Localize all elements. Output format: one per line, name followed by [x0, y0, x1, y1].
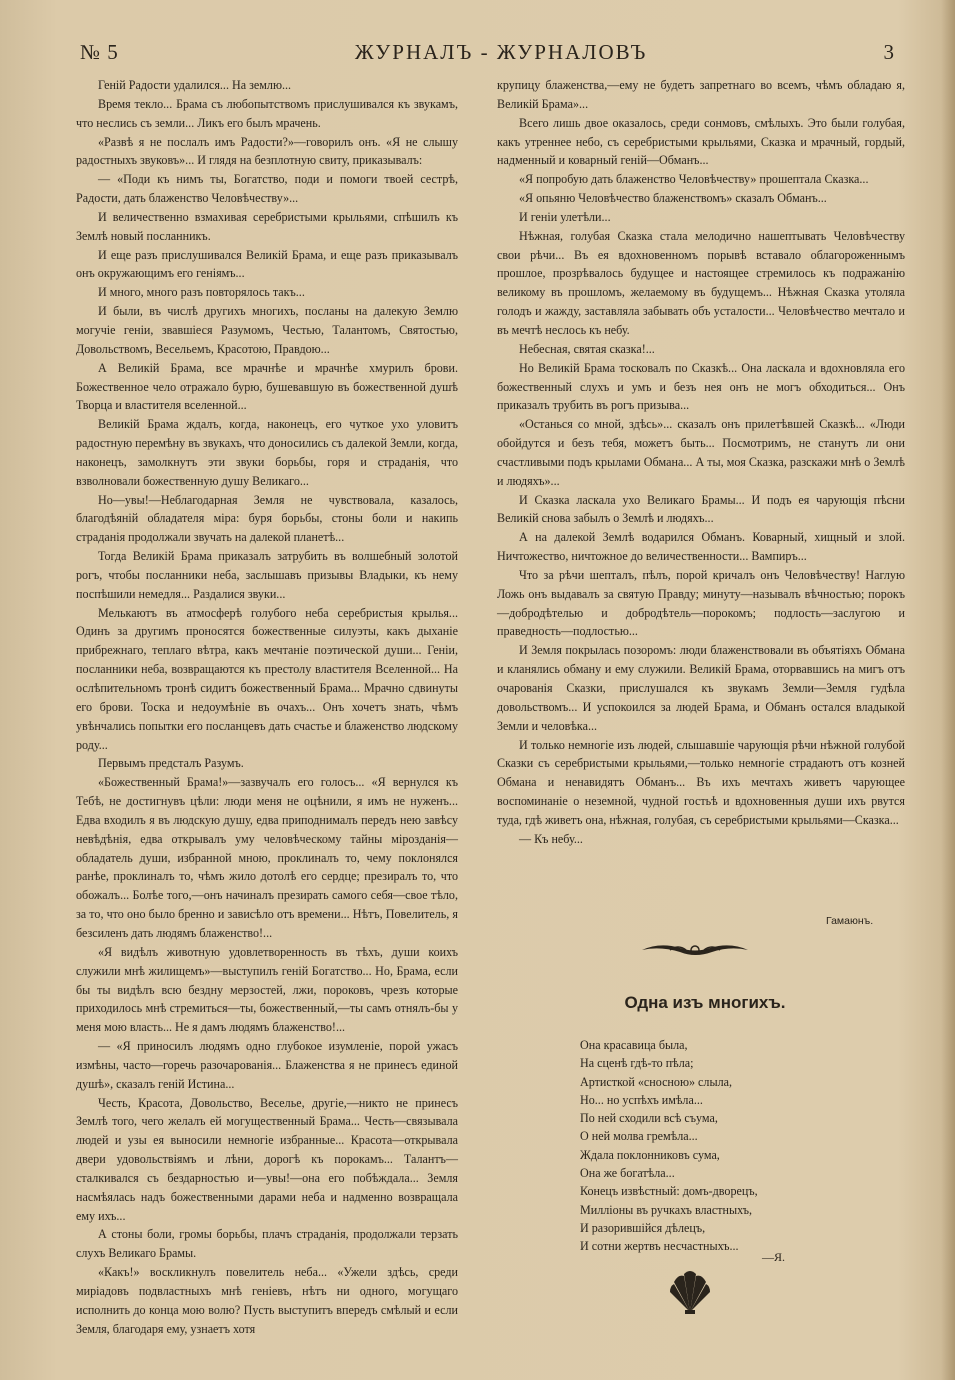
paragraph: И Сказка ласкала ухо Великаго Брамы... И подъ ея чарующія пѣсни Великій снова забылъ о Землѣ и людяхъ... [497, 492, 905, 526]
paragraph: Время текло... Брама съ любопытствомъ прислушивался къ звукамъ, что неслись съ земли... Ликъ его былъ мрачень. [76, 96, 458, 130]
paragraph: «Я попробую дать блаженство Человѣчеству» прошептала Сказка... [519, 172, 869, 187]
poem-line: Артисткой «сносною» слыла, [580, 1074, 733, 1089]
poem-title: Одна изъ многихъ. [624, 993, 786, 1012]
poem-line: Милліоны въ ручкахъ властныхъ, [580, 1202, 753, 1217]
paragraph: «Останься со мной, здѣсь»... сказалъ онъ прилетѣвшей Сказкѣ... «Люди обойдутся и безъ тебя, можетъ быть... Посмотримъ, не станутъ ли они счастливыми подъ крылами Обмана... А ты, моя Сказка, разскажи мнѣ о Землѣ и людяхъ»... [497, 417, 905, 488]
paragraph: Что за рѣчи шепталъ, пѣлъ, порой кричалъ онъ Человѣчеству! Наглую Ложь онъ выдавалъ за святую Правду; минуту—называлъ вѣчностью; порокъ—добродѣтелью и добродѣтель—порокомъ; подлость—заслугою и праведность—подлостью... [497, 567, 905, 639]
paragraph: — «Я приносилъ людямъ одно глубокое изумленіе, порой ужасъ измѣны, часто—горечь разочарованія... Блаженства я не принесъ единой душѣ», сказалъ геній Истина... [76, 1039, 458, 1091]
paragraph: «Божественный Брама!»—зазвучалъ его голосъ... «Я вернулся къ Тебѣ, не достигнувъ цѣли: люди меня не оцѣнили, я имъ не нуженъ... Едва входилъ я въ людскую душу, едва приподнималъ передъ нею завѣсу невѣдѣнія, едва открывалъ уму человѣческому тайны мірозданія—обладатель души, избранной мною, проклиналъ то, чему поклонялся ранѣе, проклиналъ то, чѣмъ жило дотолѣ его сердце; презиралъ то, что обожалъ... Болѣе того,—онъ начиналъ презирать самого себя—свое тѣло, за то, что оно было бренно и зависѣло отъ времени... Нѣтъ, Повелитель, я безсиленъ дать людямъ блаженство!... [76, 775, 458, 940]
page-edge-shadow [941, 0, 955, 1380]
poem-line: Конецъ извѣстный: домъ-дворецъ, [580, 1184, 758, 1199]
paragraph: И величественно взмахивая серебристыми крыльями, спѣшилъ къ Землѣ новый посланникъ. [76, 209, 458, 243]
paragraph: Мелькаютъ въ атмосферѣ голубого неба серебристыя крылья... Одинъ за другимъ проносятся божественные силуэты, какъ дыханіе прибрежнаго, теплаго вѣтра, какъ мечтаніе поэтической души... Геніи, посланники неба, возвращаются къ престолу властителя Вселенной... На ослѣпительномъ тронѣ сидитъ божественный Брама... Мрачно сдвинуты его брови. Тоска и недоумѣніе въ очахъ... Онъ хочетъ знать, чѣмъ увѣнчались попытки его посланцевъ дать счастье и блаженство людскому роду... [76, 605, 458, 752]
poem-line: По ней сходили всѣ съума, [580, 1111, 718, 1126]
paragraph: Тогда Великій Брама приказалъ затрубить въ волшебный золотой рогъ, чтобы посланники неба, заслышавъ призывы Владыки, къ нему поспѣшили немедля... Раздалися звуки... [76, 549, 458, 601]
author-signature: Гамаюнъ. [826, 915, 874, 927]
paragraph: Нѣжная, голубая Сказка стала мелодично нашептывать Человѣчеству свои рѣчи... Въ ея вдохновенномъ порывѣ вставало облагороженнымъ прошлое, прозрѣвалось будущее и настоящее стремилось къ подражанію великому въ прошломъ, желаемому въ будущемъ... Нѣжная Сказка утоляла голодъ и жажду, заставляла забывать объ усталости... Человѣчество мечтало и въ мечтѣ неслось къ небу. [497, 228, 905, 337]
page-header [80, 40, 895, 70]
right-column [497, 76, 905, 849]
poem-line: На сценѣ гдѣ-то пѣла; [580, 1056, 694, 1071]
paragraph: — «Поди къ нимъ ты, Богатство, поди и помоги твоей сестрѣ, Радости, дать блаженство Человѣчеству»... [76, 172, 458, 206]
paragraph: А на далекой Землѣ водарился Обманъ. Коварный, хищный и злой. Ничтожество, ничтожное до величественности... Вампиръ... [497, 530, 905, 564]
journal-title: ЖУРНАЛЪ - ЖУРНАЛОВЪ [354, 40, 648, 64]
paragraph: И много, много разъ повторялось такъ... [98, 285, 305, 300]
paragraph: И только немногіе изъ людей, слышавшіе чарующія рѣчи нѣжной голубой Сказки съ серебристыми крыльями,—только немногіе страдаютъ отъ козней Обмана и ненавидятъ Обманъ... Въ ихъ мечтахъ живетъ чарующее воспоминаніе о неземной, чудной гостьѣ и вдохновенныя души ихъ рвутся туда, гдѣ живетъ она, нѣжная, голубая, съ серебристыми крыльями—Сказка... [497, 737, 905, 827]
paragraph: — Къ небу... [519, 831, 583, 846]
poem-line: Но... но успѣхъ имѣла... [580, 1092, 703, 1107]
paragraph: А Великій Брама, все мрачнѣе и мрачнѣе хмурилъ брови. Божественное чело отражало бурю, бушевавшую въ божественной душѣ Творца и властителя вселенной... [76, 360, 458, 413]
left-column [76, 76, 458, 1339]
paragraph: Всего лишь двое оказалось, среди сонмовъ, смѣлыхъ. Это были голубая, какъ утреннее небо, съ серебристыми крыльями, Сказка и мрачный, гордый, надменный и коварный геній—Обманъ... [497, 115, 905, 168]
poem-signature: —Я. [762, 1250, 786, 1264]
poem-line: О ней молва гремѣла... [580, 1129, 698, 1144]
paragraph: Небесная, святая сказка!... [519, 341, 655, 356]
paragraph: Великій Брама ждалъ, когда, наконецъ, его чуткое ухо уловитъ радостную перемѣну въ звукахъ, что доносились съ далекой Земли, когда, наконецъ, замолкнутъ эти звуки борьбы, горя и страданія, что взволновали божественную душу Великаго... [76, 417, 458, 488]
paragraph: Геній Радости удалился... На землю... [98, 78, 292, 92]
scroll-divider-icon [640, 938, 750, 962]
issue-number: № 5 [80, 40, 119, 64]
paragraph: Но Великій Брама тосковалъ по Сказкѣ... Она ласкала и вдохновляла его божественный слухъ и умъ и безъ нея онъ не могъ обходиться... Онъ приказалъ трубить въ рогъ призыва... [497, 360, 905, 413]
paragraph: «Развѣ я не послалъ имъ Радости?»—говорилъ онъ. «Я не слышу радостныхъ звуковъ»... И глядя на безплотную свиту, приказывалъ: [76, 134, 458, 168]
poem-line: Ждала поклонниковъ сума, [580, 1147, 720, 1162]
paragraph: Честь, Красота, Довольство, Веселье, другіе,—никто не принесъ Землѣ того, чего желалъ ей могущественный Брама... Честь—связывала людей и узы ея выносили немногіе избранные... Красота—открывала двери удовольствіямъ и лѣни, дорогѣ къ порокамъ... Талантъ—сталкивался съ бездарностью и—увы!—она его побѣждала... Земля насмѣялась надъ божественными дарами неба и надменно возвращала ему ихъ... [76, 1095, 458, 1223]
paragraph: «Я опьяню Человѣчество блаженствомъ» сказалъ Обманъ... [519, 191, 827, 206]
paragraph: «Какъ!» воскликнулъ повелитель неба... «Ужели здѣсь, среди миріадовъ подвластныхъ мнѣ геніевъ, нѣтъ ни одного, могущаго исполнить до конца мою волю? Пусть выступитъ впередъ смѣлый и если Земля, благодаря ему, узнаетъ хотя [76, 1265, 458, 1336]
paragraph: И геніи улетѣли... [519, 209, 611, 224]
paragraph: И Земля покрылась позоромъ: люди блаженствовали въ объятіяхъ Обмана и кланялись обману и ему служили. Великій Брама, оторвавшись на мигъ отъ очарованія Сказки, прислушался къ звукамъ Земли—Земля гудѣла довольствомъ... И успокоился за людей Брама, и Обманъ остался владыкой Земли и человѣка... [497, 643, 905, 733]
paragraph: И были, въ числѣ другихъ многихъ, посланы на далекую Землю могучіе геніи, звавшіеся Разумомъ, Честью, Талантомъ, Святостью, Довольствомъ, Весельемъ, Красотою, Правдою... [76, 304, 458, 356]
poem-line: И разорившійся дѣлецъ, [580, 1220, 706, 1235]
shell-fleuron-icon [668, 1268, 712, 1316]
paragraph: И еще разъ прислушивался Великій Брама, и еще разъ приказывалъ онъ окружающимъ его геніямъ... [76, 247, 458, 281]
paragraph: Первымъ предсталъ Разумъ. [98, 756, 244, 771]
paragraph: А стоны боли, громы борьбы, плачъ страданія, продолжали терзать слухъ Великаго Брамы. [76, 1227, 458, 1261]
paragraph: крупицу блаженства,—ему не будетъ запретнаго во всемъ, чѣмъ обладаю я, Великій Брама»... [497, 78, 905, 111]
poem-line: И сотни жертвъ несчастныхъ... [580, 1239, 739, 1254]
poem-line: Она же богатѣла... [580, 1166, 675, 1181]
poem-line: Она красавица была, [580, 1038, 688, 1052]
paragraph: «Я видѣлъ животную удовлетворенность въ тѣхъ, души коихъ служили мнѣ жилищемъ»—выступилъ геній Богатство... Но, Брама, если бы ты видѣлъ всю бездну мерзостей, лжи, пороковъ, чрезъ которые приходилось мнѣ стремиться—ты, божественный,—ты самъ отнялъ-бы у меня мою власть... Не я дамъ людямъ блаженство!... [76, 944, 458, 1035]
poem-body [580, 1036, 758, 1256]
paragraph: Но—увы!—Неблагодарная Земля не чувствовала, казалось, благодѣяній обладателя міра: буря борьбы, стоны боли и накипь страданія продолжали звучать на далекой планетѣ... [76, 492, 458, 545]
page-number: 3 [883, 40, 895, 64]
